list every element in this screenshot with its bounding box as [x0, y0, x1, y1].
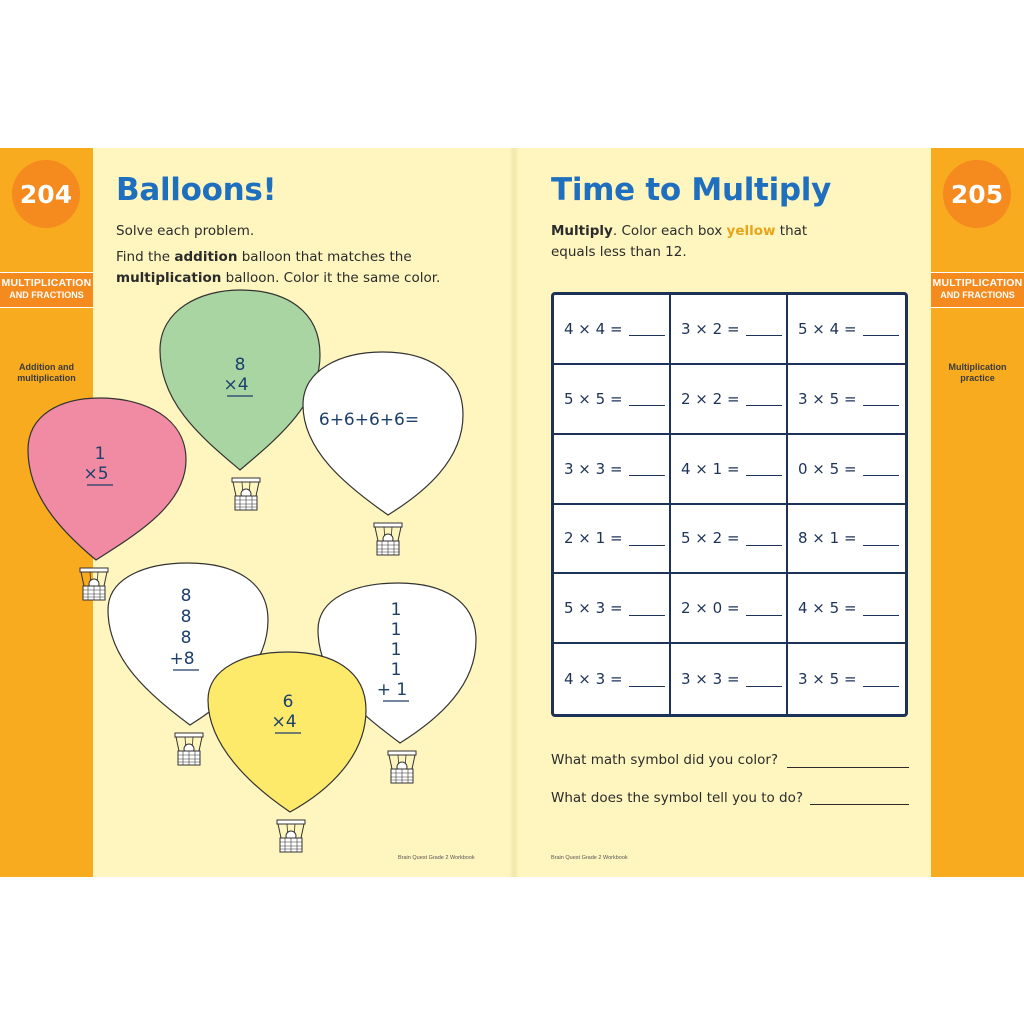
problem-cell[interactable] [671, 365, 788, 435]
problem-text: 0 × 5 = [798, 459, 857, 478]
balloon-illustration [0, 148, 520, 877]
problem-cell[interactable] [554, 644, 671, 714]
balloon-problem-text: ×5 [83, 464, 109, 484]
answer-blank[interactable] [746, 672, 782, 687]
balloon-white-right[interactable] [303, 352, 463, 555]
balloon-problem-text: ×4 [223, 375, 249, 395]
page-number-right: 205 [943, 160, 1011, 228]
question-meaning: What does the symbol tell you to do? [551, 790, 804, 806]
balloon-problem-text: 1 [390, 660, 402, 680]
problem-text: 2 × 2 = [681, 389, 740, 408]
instruction-multiply: Multiply. Color each box yellow that equals less than 12. [551, 223, 808, 260]
problem-text: 4 × 4 = [564, 319, 623, 338]
answer-blank[interactable] [863, 601, 899, 616]
instruction-match: Find the addition balloon that matches the multiplication balloon. Color it the same color. [116, 249, 441, 286]
answer-blank[interactable] [863, 461, 899, 476]
problem-cell[interactable] [788, 365, 905, 435]
left-page-title: Balloons! [116, 172, 277, 208]
problem-cell[interactable] [554, 295, 671, 365]
question-symbol: What math symbol did you color? [551, 752, 779, 768]
balloon-problem-text: 6+6+6+6= [318, 410, 420, 430]
balloon-problem-text: 8 [180, 607, 192, 627]
problem-text: 4 × 1 = [681, 459, 740, 478]
balloon-yellow[interactable] [208, 652, 366, 852]
problem-text: 4 × 3 = [564, 670, 623, 689]
balloon-problem-text: 8 [180, 628, 192, 648]
balloon-problem-text: ×4 [271, 712, 297, 732]
problem-text: 5 × 2 = [681, 529, 740, 548]
tag-line2: AND FRACTIONS [940, 289, 1015, 300]
problem-cell[interactable] [671, 574, 788, 644]
tag-line1: MULTIPLICATION [1, 277, 92, 289]
footer-left: Brain Quest Grade 2 Workbook [398, 855, 475, 861]
answer-line-2[interactable] [810, 804, 909, 805]
section-subtitle-left: Addition and multiplication [17, 362, 76, 383]
problem-cell[interactable] [788, 295, 905, 365]
problem-text: 8 × 1 = [798, 529, 857, 548]
problem-text: 2 × 0 = [681, 599, 740, 618]
problem-text: 5 × 4 = [798, 319, 857, 338]
problem-cell[interactable] [554, 574, 671, 644]
balloon-problem-text: 6 [282, 692, 294, 712]
problem-cell[interactable] [788, 505, 905, 575]
balloon-problem-text: 8 [234, 355, 246, 375]
answer-blank[interactable] [863, 391, 899, 406]
answer-blank[interactable] [629, 672, 665, 687]
problem-cell[interactable] [554, 365, 671, 435]
answer-blank[interactable] [629, 601, 665, 616]
answer-blank[interactable] [746, 531, 782, 546]
answer-blank[interactable] [746, 321, 782, 336]
problem-cell[interactable] [554, 435, 671, 505]
problem-cell[interactable] [788, 435, 905, 505]
footer-right: Brain Quest Grade 2 Workbook [551, 855, 628, 861]
right-page-title: Time to Multiply [551, 172, 832, 208]
section-tag-right [931, 272, 1024, 308]
answer-blank[interactable] [863, 321, 899, 336]
answer-blank[interactable] [863, 531, 899, 546]
tag-line1: MULTIPLICATION [932, 277, 1023, 289]
multiplication-grid [551, 292, 908, 717]
right-side-bar [931, 148, 1024, 877]
problem-text: 3 × 5 = [798, 670, 857, 689]
answer-blank[interactable] [629, 531, 665, 546]
page-number-left: 204 [12, 160, 80, 228]
answer-blank[interactable] [746, 601, 782, 616]
problem-text: 2 × 1 = [564, 529, 623, 548]
problem-text: 5 × 5 = [564, 389, 623, 408]
answer-blank[interactable] [629, 321, 665, 336]
answer-blank[interactable] [746, 391, 782, 406]
answer-blank[interactable] [629, 391, 665, 406]
balloon-problem-text: 1 [390, 600, 402, 620]
balloon-problem-text: 1 [390, 640, 402, 660]
problem-text: 3 × 3 = [564, 459, 623, 478]
balloon-problem-text: 1 [94, 444, 106, 464]
problem-cell[interactable] [671, 435, 788, 505]
problem-cell[interactable] [671, 505, 788, 575]
problem-cell[interactable] [671, 295, 788, 365]
problem-text: 3 × 3 = [681, 670, 740, 689]
balloon-problem-text: 8 [180, 586, 192, 606]
balloon-problem-text: 1 [390, 620, 402, 640]
answer-blank[interactable] [629, 461, 665, 476]
balloon-problem-text: + 1 [376, 680, 408, 700]
instruction-solve: Solve each problem. [116, 223, 255, 239]
tag-line2: AND FRACTIONS [9, 289, 84, 300]
problem-text: 5 × 3 = [564, 599, 623, 618]
problem-text: 4 × 5 = [798, 599, 857, 618]
problem-text: 3 × 5 = [798, 389, 857, 408]
answer-blank[interactable] [863, 672, 899, 687]
problem-cell[interactable] [554, 505, 671, 575]
problem-text: 3 × 2 = [681, 319, 740, 338]
problem-cell[interactable] [788, 644, 905, 714]
answer-line-1[interactable] [787, 767, 909, 768]
balloon-problem-text: +8 [169, 649, 195, 669]
answer-blank[interactable] [746, 461, 782, 476]
problem-cell[interactable] [788, 574, 905, 644]
problem-cell[interactable] [671, 644, 788, 714]
section-subtitle-right: Multiplication practice [948, 362, 1007, 383]
